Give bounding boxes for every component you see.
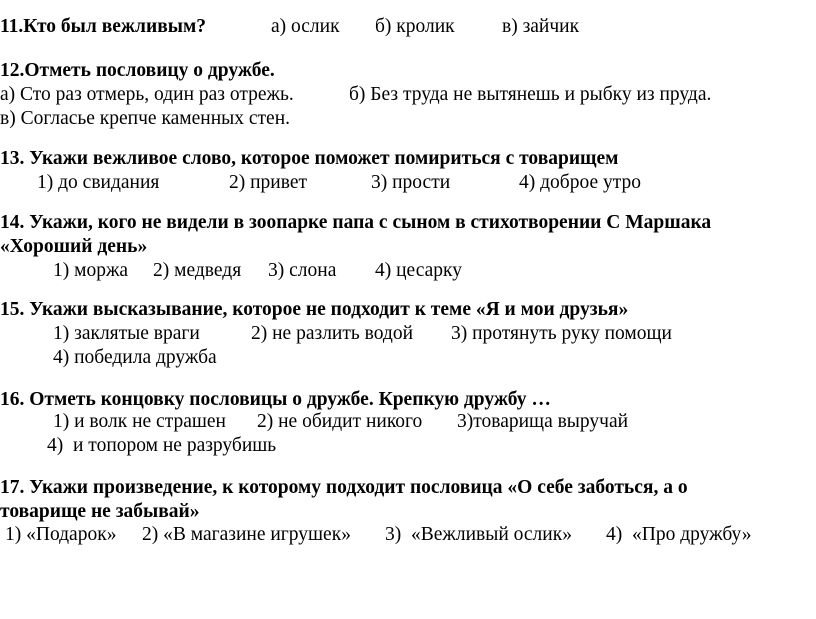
q12-option-c: в) Согласье крепче каменных стен. bbox=[0, 108, 291, 129]
q11-option-a: а) ослик bbox=[271, 16, 340, 37]
q16-option-4: 4) и топором не разрубишь bbox=[47, 435, 277, 456]
q12-option-b: б) Без труда не вытянешь и рыбку из пруда. bbox=[349, 84, 712, 105]
q16-option-1: 1) и волк не страшен bbox=[53, 411, 226, 432]
question-12-title: 12.Отметь пословицу о дружбе. bbox=[0, 60, 275, 81]
q15-option-1: 1) заклятые враги bbox=[53, 323, 200, 344]
question-14-title-line1: 14. Укажи, кого не видели в зоопарке папа с сыном в стихотворении С Маршака bbox=[0, 212, 712, 233]
q13-option-3: 3) прости bbox=[371, 172, 451, 193]
q13-option-2: 2) привет bbox=[229, 172, 308, 193]
q15-option-3: 3) протянуть руку помощи bbox=[451, 323, 672, 344]
q17-option-3: 3) «Вежливый ослик» bbox=[385, 524, 572, 545]
q13-option-4: 4) доброе утро bbox=[519, 172, 641, 193]
q13-option-1: 1) до свидания bbox=[37, 172, 160, 193]
question-15-title: 15. Укажи высказывание, которое не подходит к теме «Я и мои друзья» bbox=[0, 299, 629, 320]
question-17-title-line1: 17. Укажи произведение, к которому подходит пословица «О себе заботься, а о bbox=[0, 477, 688, 498]
q16-option-2: 2) не обидит никого bbox=[257, 411, 423, 432]
question-11-title: 11.Кто был вежливым? bbox=[0, 16, 206, 37]
q15-option-2: 2) не разлить водой bbox=[251, 323, 414, 344]
q11-option-c: в) зайчик bbox=[502, 16, 580, 37]
q14-option-3: 3) слона bbox=[268, 260, 337, 281]
question-13-title: 13. Укажи вежливое слово, которое поможет помириться с товарищем bbox=[0, 148, 619, 169]
q17-option-1: 1) «Подарок» bbox=[5, 524, 117, 545]
q15-option-4: 4) победила дружба bbox=[53, 347, 217, 368]
q17-option-2: 2) «В магазине игрушек» bbox=[142, 524, 351, 545]
q17-option-4: 4) «Про дружбу» bbox=[606, 524, 752, 545]
question-16-title: 16. Отметь концовку пословицы о дружбе. Крепкую дружбу … bbox=[0, 389, 551, 410]
q11-option-b: б) кролик bbox=[375, 16, 455, 37]
q14-option-4: 4) цесарку bbox=[375, 260, 462, 281]
q12-option-a: а) Сто раз отмерь, один раз отрежь. bbox=[0, 84, 294, 105]
question-17-title-line2: товарище не забывай» bbox=[0, 501, 200, 522]
q16-option-3: 3)товарища выручай bbox=[457, 411, 629, 432]
q14-option-2: 2) медведя bbox=[153, 260, 242, 281]
question-14-title-line2: «Хороший день» bbox=[0, 236, 148, 257]
q14-option-1: 1) моржа bbox=[53, 260, 129, 281]
